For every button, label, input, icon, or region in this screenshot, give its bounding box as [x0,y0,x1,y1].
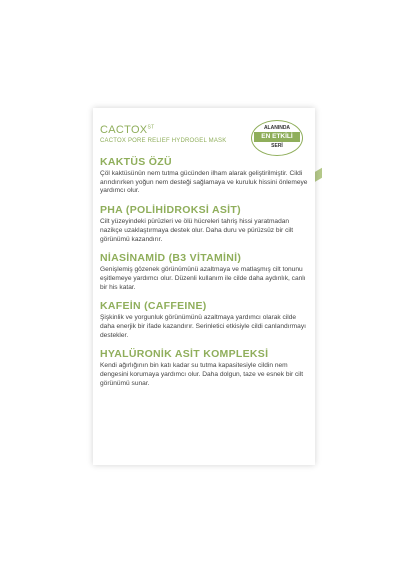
ingredient-title: NİASİNAMİD (B3 VİTAMİNİ) [100,252,242,265]
info-card [93,108,315,465]
best-series-badge [251,120,303,156]
ingredient-description: Kendi ağırlığının bin katı kadar su tutma kapasitesiyle cildin nem dengesini korumaya yardımcı olur. Daha dolgun, taze ve esnek bir cilt görünümü sunar. [100,362,304,387]
ingredient-section [100,348,308,388]
ingredient-section [100,204,308,244]
badge-line-1: ALANINDA [263,125,291,131]
ingredient-list [100,156,308,397]
ingredient-description: Genişlemiş gözenek görünümünü azaltmaya ve matlaşmış cilt tonunu eşitlemeye yardımcı olur. Düzenli kullanım ile cilde daha aydınlık, canlı bir his katar. [100,266,306,291]
ingredient-title: HYALÜRONİK ASİT KOMPLEKSİ [100,348,269,361]
ingredient-section [100,252,308,292]
ingredient-description: Cilt yüzeyindeki pürüzleri ve ölü hücreleri tahriş hissi yaratmadan nazikçe uzaklaştırmaya destek olur. Daha duru ve pürüzsüz bir cilt görünümü kazandırır. [100,218,294,243]
ingredient-description: Şişkinlik ve yorgunluk görünümünü azaltmaya yardımcı olarak cilde daha enerjik bir ifade kazandırır. Serinletici etkisiyle cildi canlandırmayı destekler. [100,314,306,339]
badge-line-2: EN ETKİLİ [254,132,300,142]
ingredient-section [100,156,308,196]
ingredient-section [100,300,308,340]
ingredient-description: Çöl kaktüsünün nem tutma gücünden ilham alarak geliştirilmiştir. Cildi arındırırken yoğun nem desteği sağlamaya ve kuruluk hissini önlemeye yardımcı olur. [100,170,308,195]
brand-name-sup: ST [147,124,155,131]
ingredient-title: PHA (POLİHİDROKSİ ASİT) [100,204,241,217]
brand-name-text: CACTOX [100,124,148,136]
ingredient-title: KAKTÜS ÖZÜ [100,156,172,168]
ingredient-title: KAFEİN (CAFFEINE) [100,300,207,313]
product-name: CACTOX PORE RELIEF HYDROGEL MASK [100,138,227,144]
badge-line-3: SERİ [271,143,283,149]
brand-name [100,124,154,136]
